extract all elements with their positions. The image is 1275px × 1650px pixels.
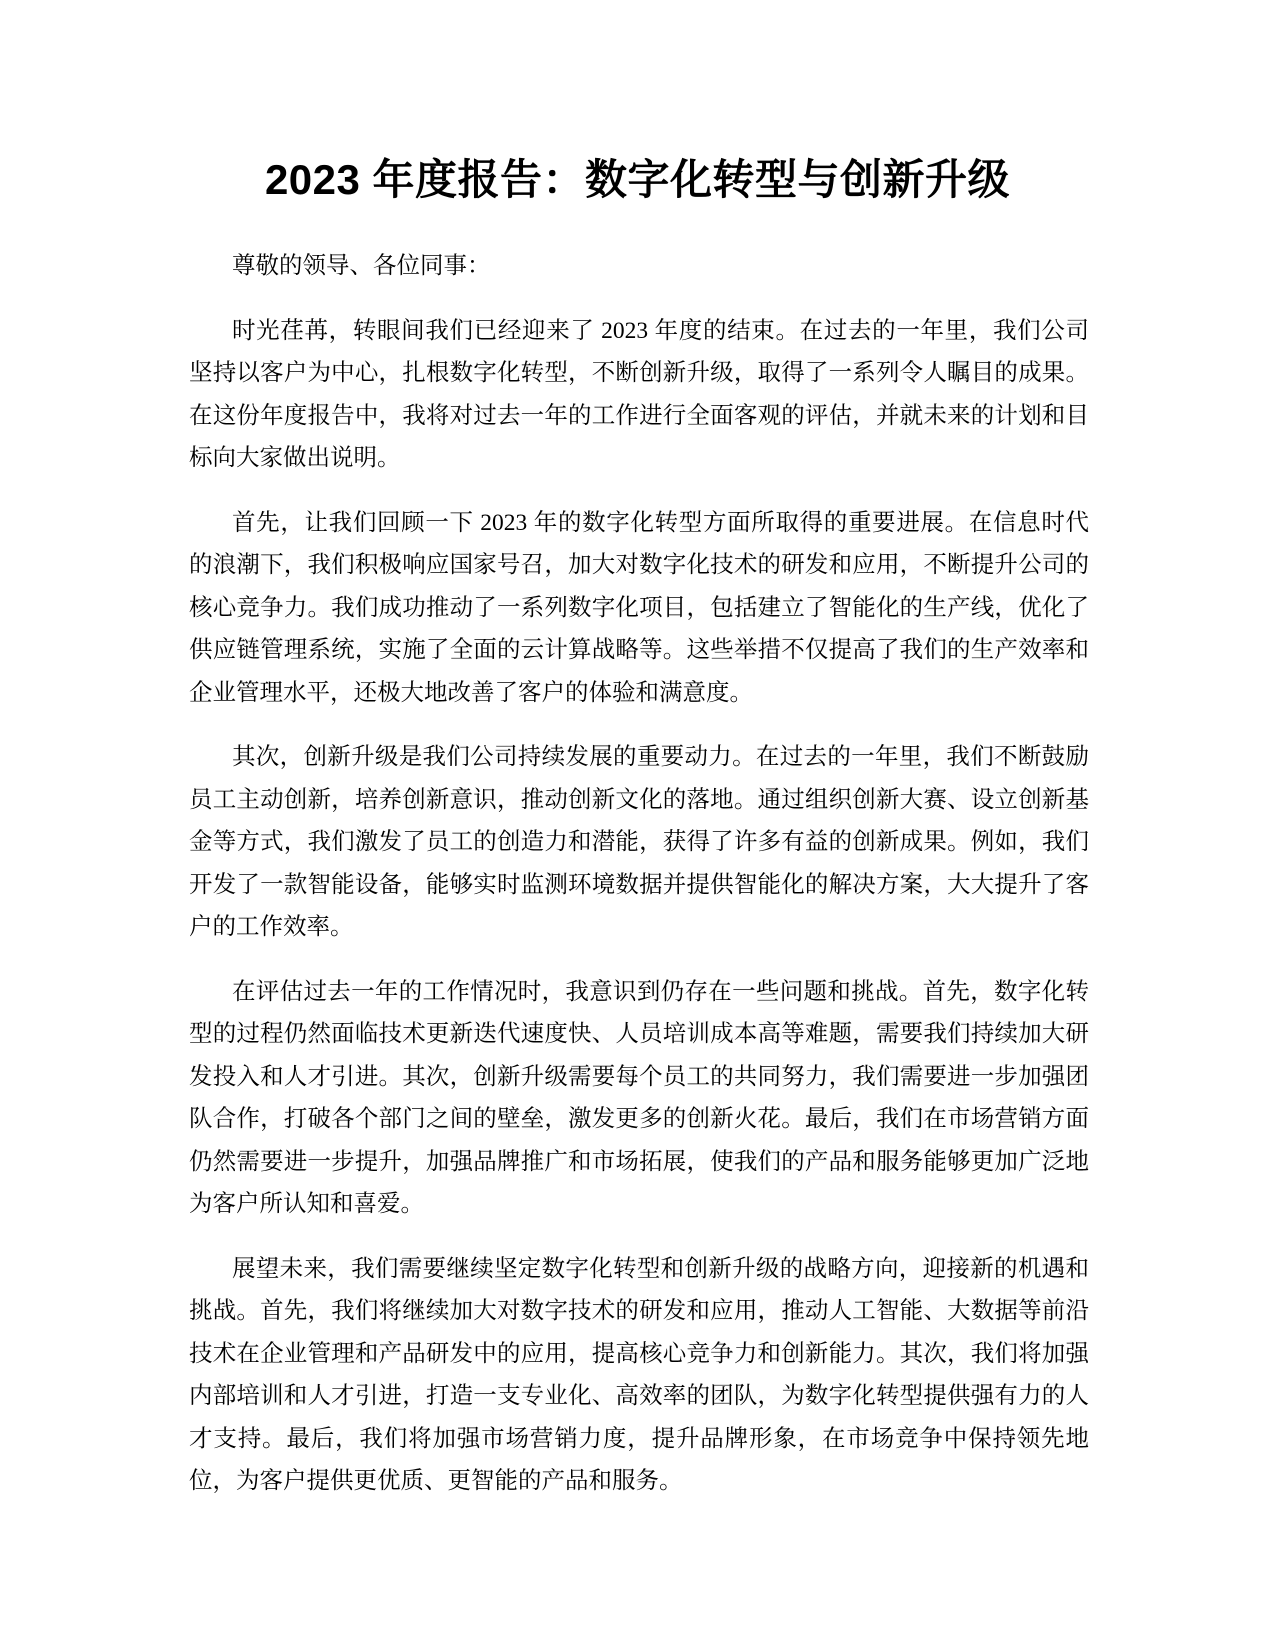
document-title: 2023 年度报告：数字化转型与创新升级 xyxy=(264,156,1011,203)
paragraph-intro: 时光荏苒，转眼间我们已经迎来了 2023 年度的结束。在过去的一年里，我们公司坚持以客户为中心，扎根数字化转型，不断创新升级，取得了一系列令人瞩目的成果。在这份年度报告中，我将对过去一年的工作进行全面客观的评估，并就未来的计划和目标向大家做出说明。 xyxy=(189,317,1089,471)
document-body xyxy=(189,245,1089,1525)
paragraph-challenges: 在评估过去一年的工作情况时，我意识到仍存在一些问题和挑战。首先，数字化转型的过程仍然面临技术更新迭代速度快、人员培训成本高等难题，需要我们持续加大研发投入和人才引进。其次，创新升级需要每个员工的共同努力，我们需要进一步加强团队合作，打破各个部门之间的壁垒，激发更多的创新火花。最后，我们在市场营销方面仍然需要进一步提升，加强品牌推广和市场拓展，使我们的产品和服务能够更加广泛地为客户所认知和喜爱。 xyxy=(189,978,1089,1217)
paragraph-digital-transformation: 首先，让我们回顾一下 2023 年的数字化转型方面所取得的重要进展。在信息时代的浪潮下，我们积极响应国家号召，加大对数字化技术的研发和应用，不断提升公司的核心竞争力。我们成功推动了一系列数字化项目，包括建立了智能化的生产线，优化了供应链管理系统，实施了全面的云计算战略等。这些举措不仅提高了我们的生产效率和企业管理水平，还极大地改善了客户的体验和满意度。 xyxy=(189,509,1089,706)
paragraph-outlook: 展望未来，我们需要继续坚定数字化转型和创新升级的战略方向，迎接新的机遇和挑战。首先，我们将继续加大对数字技术的研发和应用，推动人工智能、大数据等前沿技术在企业管理和产品研发中的应用，提高核心竞争力和创新能力。其次，我们将加强内部培训和人才引进，打造一支专业化、高效率的团队，为数字化转型提供强有力的人才支持。最后，我们将加强市场营销力度，提升品牌形象，在市场竞争中保持领先地位，为客户提供更优质、更智能的产品和服务。 xyxy=(189,1255,1089,1494)
paragraph-innovation: 其次，创新升级是我们公司持续发展的重要动力。在过去的一年里，我们不断鼓励员工主动创新，培养创新意识，推动创新文化的落地。通过组织创新大赛、设立创新基金等方式，我们激发了员工的创造力和潜能，获得了许多有益的创新成果。例如，我们开发了一款智能设备，能够实时监测环境数据并提供智能化的解决方案，大大提升了客户的工作效率。 xyxy=(189,744,1089,940)
salutation: 尊敬的领导、各位同事： xyxy=(232,253,491,279)
